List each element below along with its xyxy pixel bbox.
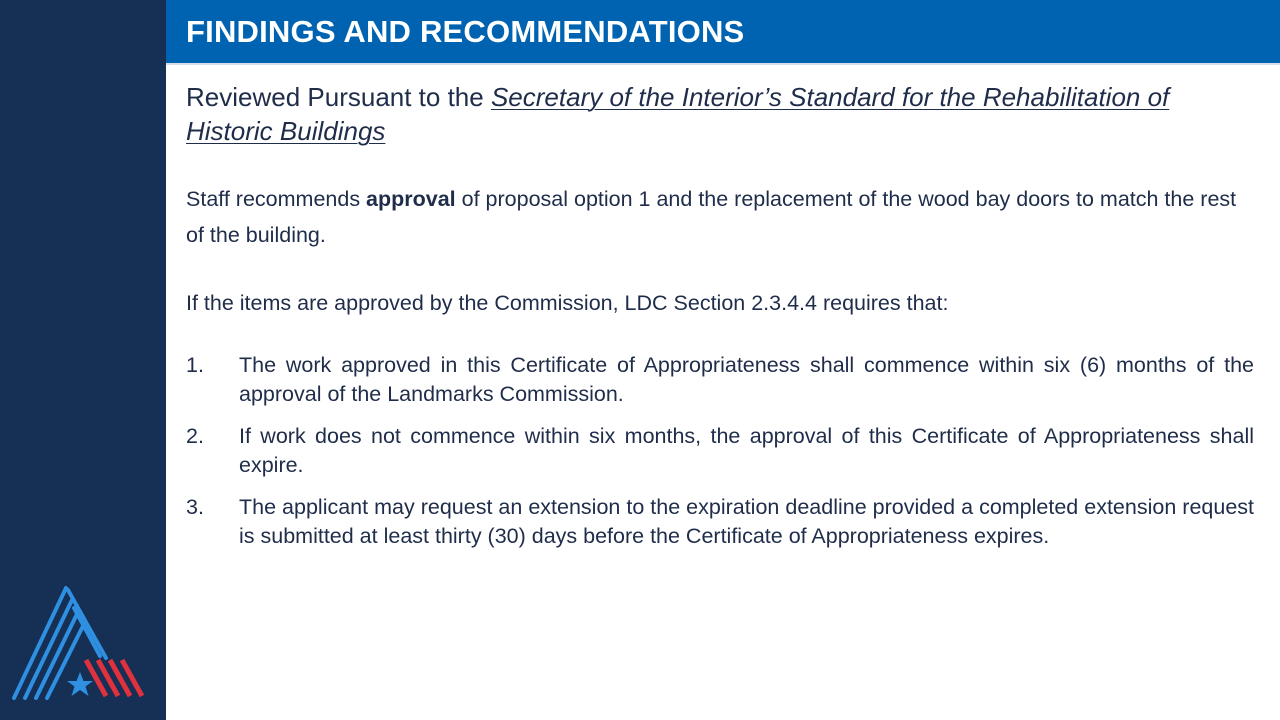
condition-text: If work does not commence within six months, the approval of this Certificate of Appropriateness shall expire.	[239, 424, 1254, 477]
condition-number: 2.	[186, 424, 204, 448]
recommendation-suffix: of proposal option 1 and the replacement of the wood bay doors to match the rest of the building.	[186, 187, 1237, 247]
condition-text: The work approved in this Certificate of Appropriateness shall commence within six (6) months of the approval of the Landmarks Commission.	[239, 353, 1254, 406]
recommendation-prefix: Staff recommends	[186, 187, 367, 211]
condition-item	[186, 493, 1254, 551]
staff-recommendation	[186, 181, 1254, 253]
condition-text: The applicant may request an extension to the expiration deadline provided a completed extension request is submitted at least thirty (30) days before the Certificate of Appropriateness expires.	[239, 495, 1254, 548]
condition-item	[186, 351, 1254, 409]
slide-title: FINDINGS AND RECOMMENDATIONS	[186, 14, 745, 49]
subtitle-prefix: Reviewed Pursuant to the	[186, 82, 491, 112]
conditions-intro: If the items are approved by the Commission, LDC Section 2.3.4.4 requires that:	[186, 291, 949, 315]
standards-reference: Secretary of the Interior’s Standard for the Rehabilitation of Historic Buildings	[186, 82, 1170, 146]
header-bar	[166, 0, 1280, 65]
condition-number: 1.	[186, 353, 204, 377]
condition-item	[186, 422, 1254, 480]
condition-number: 3.	[186, 495, 204, 519]
organization-logo-icon	[10, 580, 155, 705]
recommendation-emphasis: approval	[366, 187, 456, 211]
sidebar	[0, 0, 166, 720]
slide-content	[186, 80, 1254, 548]
review-subtitle	[186, 80, 1254, 148]
conditions-list	[186, 351, 1254, 564]
